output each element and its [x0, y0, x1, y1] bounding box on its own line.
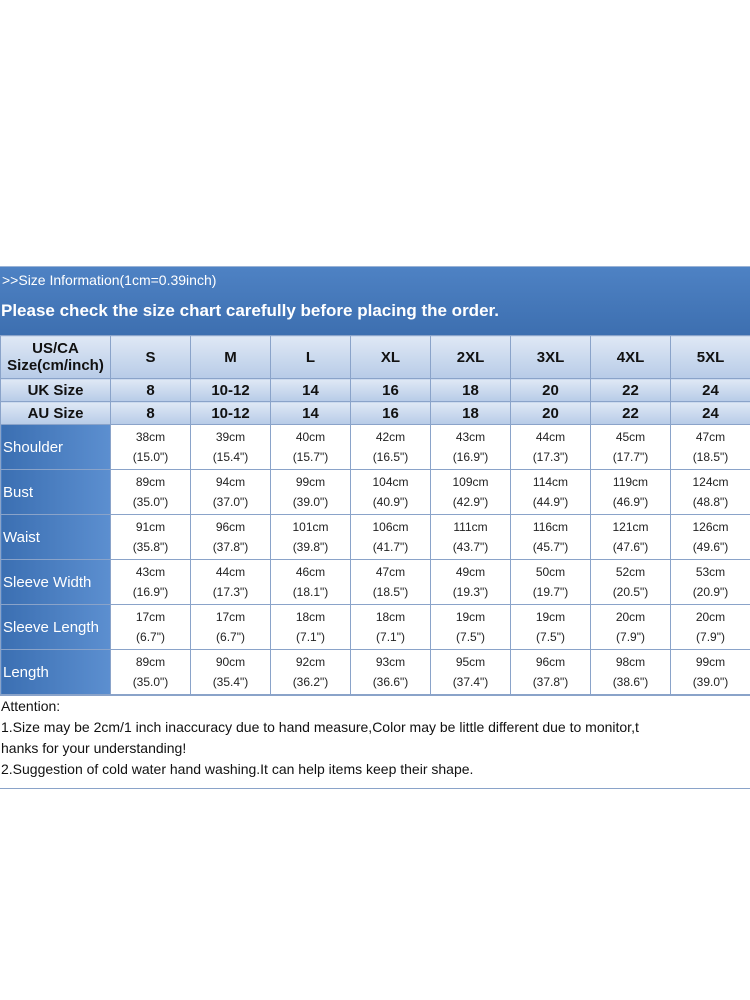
- measurement-label: [1, 425, 111, 470]
- measurement-cell: [271, 515, 351, 560]
- measurement-label-text: Sleeve Length: [3, 618, 99, 636]
- size-cell: 20: [511, 402, 591, 425]
- inch-value: (7.5"): [536, 630, 565, 644]
- cm-value: 45cm: [615, 430, 646, 444]
- inch-value: (16.9"): [452, 450, 489, 464]
- size-cell: L: [271, 336, 351, 379]
- measurement-cell: [591, 425, 671, 470]
- inch-value: (15.0"): [132, 450, 169, 464]
- inch-value: (17.3"): [532, 450, 569, 464]
- inch-value: (18.5"): [692, 450, 729, 464]
- cm-value: 98cm: [615, 655, 646, 669]
- measurement-cell: [511, 605, 591, 650]
- measurement-cell: [431, 560, 511, 605]
- inch-value: (18.1"): [292, 585, 329, 599]
- measurement-cell: [431, 605, 511, 650]
- measurement-label-text: Waist: [3, 528, 40, 546]
- cm-value: 52cm: [615, 565, 646, 579]
- measurement-cell: [511, 425, 591, 470]
- cm-value: 17cm: [215, 610, 246, 624]
- measurement-row: [1, 560, 750, 605]
- cm-value: 91cm: [135, 520, 166, 534]
- measurement-label: [1, 560, 111, 605]
- inch-value: (45.7"): [532, 540, 569, 554]
- note-line-1: 1.Size may be 2cm/1 inch inaccuracy due to hand measure,Color may be little different due to monitor,t: [1, 719, 639, 735]
- cm-value: 50cm: [535, 565, 566, 579]
- inch-value: (35.4"): [212, 675, 249, 689]
- inch-value: (35.0"): [132, 675, 169, 689]
- cm-value: 43cm: [135, 565, 166, 579]
- size-cell: 20: [511, 379, 591, 402]
- cm-value: 119cm: [612, 475, 649, 489]
- measurement-cell: [351, 605, 431, 650]
- size-cell: 10-12: [191, 379, 271, 402]
- measurement-cell: [591, 605, 671, 650]
- measurement-cell: [671, 605, 750, 650]
- cm-value: 47cm: [375, 565, 406, 579]
- inch-value: (6.7"): [216, 630, 245, 644]
- size-table: [0, 335, 750, 695]
- size-notice: Please check the size chart carefully before placing the order.: [1, 301, 499, 320]
- measurement-cell: [591, 515, 671, 560]
- measurement-cell: [271, 470, 351, 515]
- measurement-label: [1, 605, 111, 650]
- inch-value: (17.3"): [212, 585, 249, 599]
- measurement-cell: [671, 560, 750, 605]
- cm-value: 38cm: [135, 430, 166, 444]
- measurement-cell: [191, 650, 271, 695]
- measurement-cell: [671, 425, 750, 470]
- size-cell: S: [111, 336, 191, 379]
- size-cell: 22: [591, 379, 671, 402]
- measurement-cell: [271, 650, 351, 695]
- measurement-cell: [351, 560, 431, 605]
- measurement-cell: [591, 650, 671, 695]
- inch-value: (47.6"): [612, 540, 649, 554]
- measurement-cell: [111, 560, 191, 605]
- cm-value: 96cm: [215, 520, 246, 534]
- inch-value: (7.5"): [456, 630, 485, 644]
- measurement-cell: [511, 650, 591, 695]
- inch-value: (16.5"): [372, 450, 409, 464]
- cm-value: 109cm: [452, 475, 489, 489]
- size-cell: 2XL: [431, 336, 511, 379]
- inch-value: (37.8"): [212, 540, 249, 554]
- measurement-label-text: Bust: [3, 483, 34, 501]
- cm-value: 111cm: [453, 520, 488, 534]
- inch-value: (35.0"): [132, 495, 169, 509]
- inch-value: (37.0"): [212, 495, 249, 509]
- cm-value: 93cm: [375, 655, 406, 669]
- measurement-label-text: Sleeve Width: [3, 573, 92, 591]
- measurement-cell: [431, 515, 511, 560]
- measurement-cell: [111, 425, 191, 470]
- measurement-cell: [111, 650, 191, 695]
- inch-value: (7.9"): [616, 630, 645, 644]
- size-cell: 8: [111, 379, 191, 402]
- cm-value: 126cm: [692, 520, 729, 534]
- measurement-row: [1, 605, 750, 650]
- inch-value: (39.0"): [692, 675, 729, 689]
- cm-value: 94cm: [215, 475, 246, 489]
- size-cell: 16: [351, 402, 431, 425]
- uk-size-row: [1, 379, 750, 402]
- measurement-cell: [271, 605, 351, 650]
- au-size-row: [1, 402, 750, 425]
- size-cell: 4XL: [591, 336, 671, 379]
- size-cell: 24: [671, 379, 750, 402]
- inch-value: (15.7"): [292, 450, 329, 464]
- cm-value: 99cm: [695, 655, 726, 669]
- cm-value: 42cm: [375, 430, 406, 444]
- inch-value: (40.9"): [372, 495, 409, 509]
- cm-value: 104cm: [372, 475, 409, 489]
- measurement-cell: [671, 650, 750, 695]
- measurement-cell: [351, 515, 431, 560]
- inch-value: (44.9"): [532, 495, 569, 509]
- size-cell: 24: [671, 402, 750, 425]
- measurement-cell: [271, 425, 351, 470]
- note-line-2: 2.Suggestion of cold water hand washing.It can help items keep their shape.: [1, 761, 474, 777]
- cm-value: 20cm: [695, 610, 726, 624]
- measurement-label: [1, 515, 111, 560]
- inch-value: (17.7"): [612, 450, 649, 464]
- size-info-label: >>Size Information(1cm=0.39inch): [2, 272, 217, 288]
- measurement-cell: [191, 425, 271, 470]
- cm-value: 17cm: [135, 610, 166, 624]
- measurement-cell: [351, 470, 431, 515]
- inch-value: (37.4"): [452, 675, 489, 689]
- cm-value: 44cm: [215, 565, 246, 579]
- measurement-cell: [111, 470, 191, 515]
- measurement-cell: [111, 605, 191, 650]
- cm-value: 114cm: [532, 475, 569, 489]
- cm-value: 116cm: [532, 520, 569, 534]
- size-cell: 16: [351, 379, 431, 402]
- inch-value: (37.8"): [532, 675, 569, 689]
- cm-value: 19cm: [455, 610, 486, 624]
- cm-value: 89cm: [135, 475, 166, 489]
- measurement-label-text: Length: [3, 663, 49, 681]
- cm-value: 96cm: [535, 655, 566, 669]
- inch-value: (35.8"): [132, 540, 169, 554]
- size-row-label-line: US/CA: [32, 340, 79, 357]
- size-cell: 5XL: [671, 336, 750, 379]
- size-cell: 18: [431, 379, 511, 402]
- inch-value: (36.6"): [372, 675, 409, 689]
- size-cell: 18: [431, 402, 511, 425]
- size-cell: 22: [591, 402, 671, 425]
- size-cell: 14: [271, 379, 351, 402]
- measurement-cell: [191, 560, 271, 605]
- size-row-label: AU Size: [1, 402, 111, 425]
- cm-value: 20cm: [615, 610, 646, 624]
- inch-value: (19.3"): [452, 585, 489, 599]
- inch-value: (46.9"): [612, 495, 649, 509]
- size-row-label: [1, 336, 111, 379]
- cm-value: 46cm: [295, 565, 326, 579]
- measurement-label: [1, 470, 111, 515]
- cm-value: 53cm: [695, 565, 726, 579]
- measurement-row: [1, 470, 750, 515]
- inch-value: (39.0"): [292, 495, 329, 509]
- inch-value: (20.9"): [692, 585, 729, 599]
- inch-value: (42.9"): [452, 495, 489, 509]
- measurement-cell: [191, 515, 271, 560]
- chart-header: [0, 267, 750, 335]
- inch-value: (19.7"): [532, 585, 569, 599]
- cm-value: 49cm: [455, 565, 486, 579]
- measurement-cell: [431, 425, 511, 470]
- cm-value: 90cm: [215, 655, 246, 669]
- measurement-cell: [511, 515, 591, 560]
- inch-value: (36.2"): [292, 675, 329, 689]
- cm-value: 18cm: [375, 610, 406, 624]
- size-cell: XL: [351, 336, 431, 379]
- measurement-cell: [351, 425, 431, 470]
- cm-value: 121cm: [612, 520, 649, 534]
- cm-value: 47cm: [695, 430, 726, 444]
- size-cell: 14: [271, 402, 351, 425]
- cm-value: 43cm: [455, 430, 486, 444]
- inch-value: (49.6"): [692, 540, 729, 554]
- cm-value: 89cm: [135, 655, 166, 669]
- size-cell: 10-12: [191, 402, 271, 425]
- measurement-cell: [591, 560, 671, 605]
- measurement-cell: [671, 470, 750, 515]
- measurement-cell: [431, 650, 511, 695]
- inch-value: (6.7"): [136, 630, 165, 644]
- size-chart: [0, 266, 750, 787]
- measurement-cell: [511, 560, 591, 605]
- measurement-cell: [111, 515, 191, 560]
- measurement-cell: [271, 560, 351, 605]
- inch-value: (43.7"): [452, 540, 489, 554]
- cm-value: 124cm: [692, 475, 729, 489]
- inch-value: (20.5"): [612, 585, 649, 599]
- inch-value: (39.8"): [292, 540, 329, 554]
- inch-value: (18.5"): [372, 585, 409, 599]
- measurement-cell: [191, 605, 271, 650]
- us-size-row: [1, 336, 750, 379]
- inch-value: (7.9"): [696, 630, 725, 644]
- cm-value: 40cm: [295, 430, 326, 444]
- size-cell: M: [191, 336, 271, 379]
- inch-value: (41.7"): [372, 540, 409, 554]
- size-cell: 8: [111, 402, 191, 425]
- cm-value: 19cm: [535, 610, 566, 624]
- attention-notes: [0, 695, 750, 789]
- measurement-cell: [511, 470, 591, 515]
- inch-value: (7.1"): [296, 630, 325, 644]
- cm-value: 44cm: [535, 430, 566, 444]
- measurement-cell: [591, 470, 671, 515]
- attention-title: Attention:: [1, 698, 61, 714]
- inch-value: (16.9"): [132, 585, 169, 599]
- measurement-cell: [671, 515, 750, 560]
- cm-value: 99cm: [295, 475, 326, 489]
- measurement-row: [1, 515, 750, 560]
- inch-value: (7.1"): [376, 630, 405, 644]
- inch-value: (48.8"): [692, 495, 729, 509]
- size-row-label: UK Size: [1, 379, 111, 402]
- cm-value: 39cm: [215, 430, 246, 444]
- size-cell: 3XL: [511, 336, 591, 379]
- inch-value: (15.4"): [212, 450, 249, 464]
- measurement-label-text: Shoulder: [3, 438, 64, 456]
- measurement-row: [1, 425, 750, 470]
- measurement-row: [1, 650, 750, 695]
- measurement-cell: [431, 470, 511, 515]
- measurement-cell: [191, 470, 271, 515]
- cm-value: 101cm: [292, 520, 329, 534]
- cm-value: 106cm: [372, 520, 409, 534]
- cm-value: 95cm: [455, 655, 486, 669]
- measurement-label: [1, 650, 111, 695]
- note-line-1-continued: hanks for your understanding!: [1, 740, 187, 756]
- size-row-label-line: Size(cm/inch): [7, 357, 104, 374]
- measurement-cell: [351, 650, 431, 695]
- inch-value: (38.6"): [612, 675, 649, 689]
- cm-value: 92cm: [295, 655, 326, 669]
- cm-value: 18cm: [295, 610, 326, 624]
